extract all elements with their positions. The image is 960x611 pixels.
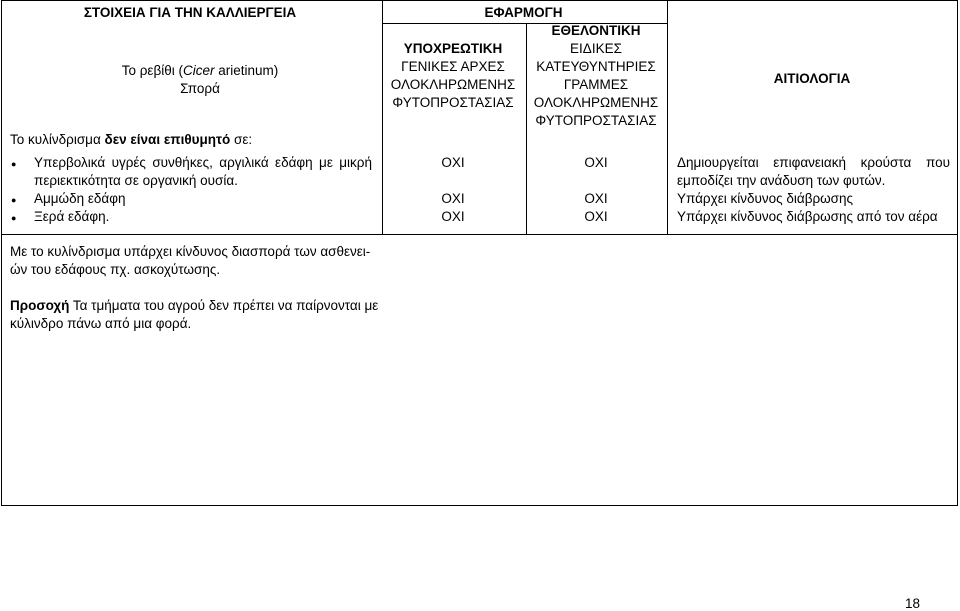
rolling-intro-bold: δεν είναι επιθυμητό xyxy=(104,132,231,147)
crop-name xyxy=(20,62,380,80)
rolling-intro-post: σε: xyxy=(230,132,253,147)
page-number: 18 xyxy=(905,596,921,611)
disease-note: ών του εδάφους πχ. ασκοχύτωσης. xyxy=(10,262,221,277)
header-crop-data: ΣΤΟΙΧΕΙΑ ΓΙΑ ΤΗΝ ΚΑΛΛΙΕΡΓΕΙΑ xyxy=(83,5,297,20)
row-divider xyxy=(2,234,957,235)
mandatory-title: ΥΠΟΧΡΕΩΤΙΚΗ xyxy=(403,41,503,56)
crop-prefix: Το ρεβίθι ( xyxy=(121,63,183,78)
voluntary-value: ΟΧΙ xyxy=(584,155,608,170)
mandatory-line: ΓΕΝΙΚΕΣ ΑΡΧΕΣ xyxy=(401,59,505,74)
crop-operation: Σπορά xyxy=(180,81,220,96)
bullet-text: Ξερά εδάφη. xyxy=(34,209,110,224)
attention-label: Προσοχή xyxy=(10,298,70,313)
bullet-icon: ● xyxy=(11,213,17,223)
voluntary-line: ΕΙΔΙΚΕΣ xyxy=(570,41,622,56)
header-application: ΕΦΑΡΜΟΓΗ xyxy=(484,5,563,20)
crop-latin-rest: arietinum) xyxy=(214,63,279,78)
voluntary-value: ΟΧΙ xyxy=(584,209,608,224)
voluntary-line: ΓΡΑΜΜΕΣ xyxy=(563,77,629,92)
voluntary-line: ΦΥΤΟΠΡΟΣΤΑΣΙΑΣ xyxy=(535,113,657,128)
reason-text: Υπάρχει κίνδυνος διάβρωσης xyxy=(677,191,854,206)
voluntary-line: ΟΛΟΚΛΗΡΩΜΕΝΗΣ xyxy=(533,95,659,110)
disease-note: Με το κυλίνδρισμα υπάρχει κίνδυνος διασπορά των ασθενει- xyxy=(10,244,371,259)
mandatory-value: ΟΧΙ xyxy=(441,209,465,224)
reason-text: Δημιουργείται επιφανειακή κρούστα που xyxy=(677,155,950,170)
column-divider xyxy=(667,1,668,234)
bullet-text: Αμμώδη εδάφη xyxy=(34,191,126,206)
rolling-intro-pre: Το κυλίνδρισμα xyxy=(10,132,105,147)
mandatory-line: ΟΛΟΚΛΗΡΩΜΕΝΗΣ xyxy=(390,77,516,92)
attention-note xyxy=(10,297,378,315)
mandatory-header xyxy=(381,40,525,112)
attention-text: Τα τμήματα του αγρού δεν πρέπει να παίρνονται με xyxy=(69,298,379,313)
mandatory-line: ΦΥΤΟΠΡΟΣΤΑΣΙΑΣ xyxy=(392,95,514,110)
mandatory-value: ΟΧΙ xyxy=(441,191,465,206)
rolling-intro xyxy=(10,131,252,149)
voluntary-line: ΚΑΤΕΥΘΥΝΤΗΡΙΕΣ xyxy=(536,59,656,74)
voluntary-value: ΟΧΙ xyxy=(584,191,608,206)
bullet-icon: ● xyxy=(11,195,17,205)
header-justification: ΑΙΤΙΟΛΟΓΙΑ xyxy=(773,71,851,86)
reason-text: εμποδίζει την ανάδυση των φυτών. xyxy=(677,173,886,188)
bullet-text: περιεκτικότητα σε οργανική ουσία. xyxy=(34,173,238,188)
reason-text: Υπάρχει κίνδυνος διάβρωσης από τον αέρα xyxy=(677,209,938,224)
mandatory-value: ΟΧΙ xyxy=(441,155,465,170)
attention-note: κύλινδρο πάνω από μια φορά. xyxy=(10,316,192,331)
bullet-text: Υπερβολικά υγρές συνθήκες, αργιλικά εδάφη με μικρή xyxy=(34,155,372,170)
crop-latin-genus: Cicer xyxy=(182,63,215,78)
bullet-icon: ● xyxy=(11,159,17,169)
voluntary-header xyxy=(526,22,666,130)
voluntary-title: ΕΘΕΛΟΝΤΙΚΗ xyxy=(551,23,641,38)
